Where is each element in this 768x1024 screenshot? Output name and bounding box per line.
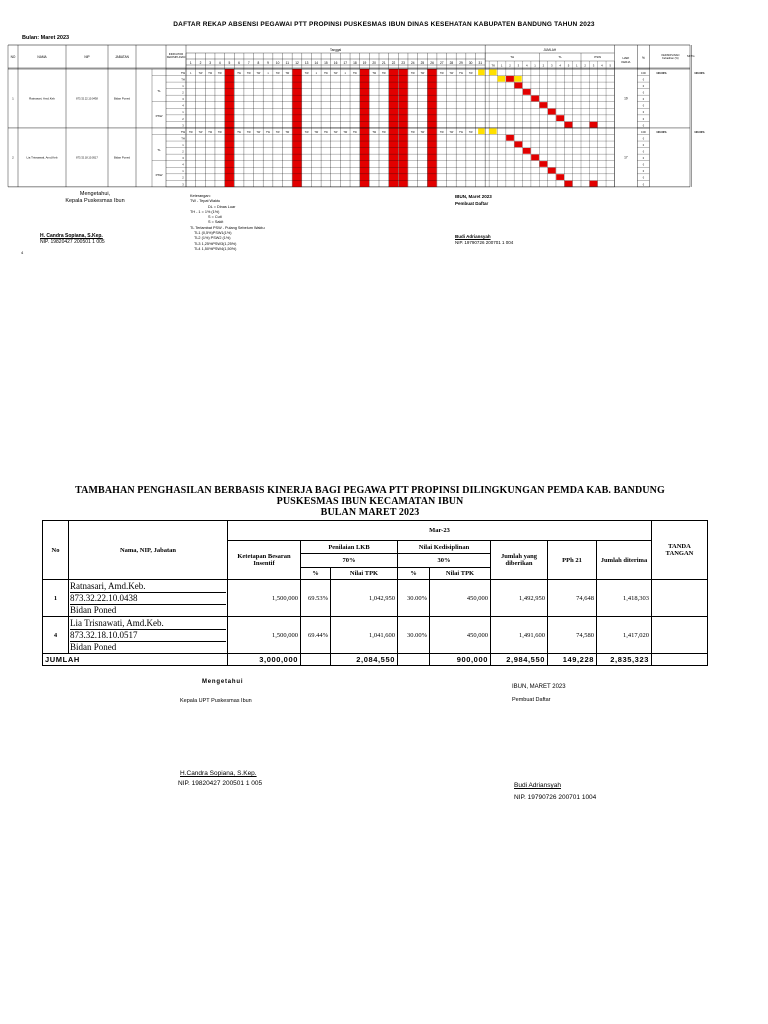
att-tw-code: TW (285, 71, 290, 75)
att-row-code: 1 (182, 85, 184, 89)
lkb-row2-ketetapan: 1,500,000 (228, 617, 301, 654)
rekap-month: Bulan: Maret 2023 (22, 35, 70, 41)
att-row-code: 3 (182, 157, 184, 161)
att-tw-code: TW (246, 71, 251, 75)
lkb-h-pct-1: % (301, 568, 331, 580)
summary-yellow (489, 69, 497, 75)
keterangan-line: TW - Tepat Waktu (190, 199, 221, 204)
att-row-value: 0 (642, 183, 645, 187)
lkb-total-row (43, 654, 708, 666)
att-tw-code: TW (304, 130, 309, 134)
att-tw-code: 1 (190, 71, 192, 75)
lkb-total-label: JUMLAH (43, 654, 228, 666)
att-row-code: 1 (182, 143, 184, 147)
lkb-row1-name-block (69, 580, 228, 617)
summary-red (548, 168, 556, 174)
keterangan-line: S = Cuti (208, 215, 222, 220)
summary-yellow (498, 76, 506, 82)
summary-red (515, 83, 523, 89)
att-h-jabatan: JABATAN (115, 55, 129, 59)
att-h-indikator-2: KEDISIPLINAN (166, 56, 186, 59)
att-tw-code: TW (266, 130, 270, 134)
lkb-h-pph: PPh 21 (548, 541, 597, 580)
att-day-label: 5 (228, 61, 231, 65)
lkb-row2-jabatan: Bidan Poned (70, 641, 117, 652)
rekap-sig-right-nip: NIP. 19790726 200701 1 004 (455, 240, 514, 245)
lkb-h-pct-2: % (398, 568, 430, 580)
att-h-jumlah: JUMLAH (543, 48, 557, 52)
attendance-grid (8, 45, 705, 188)
att-row-code: 1 (182, 170, 184, 174)
att-tw-code: TW (217, 71, 222, 75)
att-tw-code: TW (439, 71, 444, 75)
summary-red (523, 89, 531, 95)
att-row-value: 0 (642, 117, 645, 121)
att-day-label: 25 (420, 61, 425, 65)
att-day-label: 6 (238, 61, 240, 65)
att-tw-code: TW (343, 130, 348, 134)
lkb-h-ketetapan: Ketetapan Besaran Insentif (228, 541, 301, 580)
att-h-tanggal: Tanggal (329, 48, 342, 52)
lkb-row1-dis-tpk: 450,000 (430, 580, 491, 617)
att-row-value: 0 (642, 170, 645, 174)
att-row-value: 0 (642, 157, 645, 161)
keterangan-line: TL4 1,50%PSW4(1,50%) (194, 246, 237, 251)
summary-yellow (489, 128, 497, 134)
lkb-row1-diterima: 1,418,303 (597, 580, 652, 617)
lkb-h-no: No (43, 521, 69, 580)
lkb-total-lkb-tpk: 2,084,550 (331, 654, 398, 666)
lkb-total-pph: 149,228 (548, 654, 597, 666)
summary-yellow (514, 76, 522, 82)
att-tw-code: TW (237, 71, 241, 75)
att-group-psw: PSW (155, 172, 163, 177)
att-day-label: 12 (295, 61, 299, 65)
att-emp-kehadiran: 100.00% (694, 130, 705, 134)
att-tw-code: TW (275, 71, 280, 75)
att-row-value: 0.00 (640, 130, 646, 134)
att-emp-hari-kerja: 17 (624, 155, 628, 160)
att-tw-code: TW (314, 130, 319, 134)
lkb-row1-ketetapan: 1,500,000 (228, 580, 301, 617)
keterangan-line: TL3 1,25%PSW3(1,25%) (194, 241, 237, 246)
lkb-row2-jumlah: 1,491,600 (491, 617, 548, 654)
att-tw-code: 1 (315, 71, 317, 75)
lkb-total-ketetapan: 3,000,000 (228, 654, 301, 666)
att-h-skk: SKTG (686, 54, 695, 58)
att-row-code: TW (180, 130, 186, 134)
rekap-sig-right-name-block (455, 234, 513, 246)
att-emp-pct: 100.00% (656, 130, 667, 134)
att-sum-sub: 2 (509, 63, 511, 68)
lkb-title-line1: TAMBAHAN PENGHASILAN BERBASIS KINERJA BAGI PEGAWA PTT PROPINSI DILINGKUNGAN PEMDA KAB. BANDUNG (75, 485, 665, 496)
rekap-sig-right-line1: IBUN, Maret 2023 (455, 194, 492, 199)
lkb-row2-lkb-pct: 69.44% (301, 617, 331, 654)
lkb-row1-dis-pct: 30.00% (398, 580, 430, 617)
summary-red (531, 155, 539, 161)
att-day-label: 19 (362, 61, 367, 65)
att-day-label: 23 (401, 61, 405, 65)
table-row (43, 617, 708, 654)
att-tw-code: TW (217, 130, 222, 134)
att-tw-code: TW (468, 130, 473, 134)
att-day-label: 8 (257, 61, 260, 65)
lkb-row1-nama: Ratnasari, Amd.Keb. (70, 581, 226, 593)
summary-red (531, 96, 539, 102)
lkb-row2-nama: Lia Trisnawati, Amd.Keb. (70, 618, 226, 630)
att-row-code: 2 (182, 150, 184, 154)
att-row-code: 1 (182, 111, 184, 115)
att-h-kerja: KERJA (621, 60, 631, 64)
lkb-h-tpk-1: Nilai TPK (331, 568, 398, 580)
att-day-label: 1 (189, 61, 192, 65)
att-sum-h-psw: PSW (594, 55, 602, 59)
att-day-label: 14 (314, 61, 319, 65)
keterangan-line: TL2 (1%) PSW2 (1%) (194, 236, 231, 241)
att-day-label: 7 (247, 61, 250, 65)
att-emp-nip: 873.32.22.10.0438 (76, 97, 98, 101)
att-sum-sub: 1 (576, 63, 578, 68)
summary-red (565, 122, 573, 128)
att-tw-code: TW (410, 130, 415, 134)
att-sum-h-tl: TL (558, 55, 562, 59)
att-row-value: 0 (642, 143, 645, 147)
lkb-row2-diterima: 1,417,020 (597, 617, 652, 654)
att-tw-code: TW (449, 71, 454, 75)
att-emp-kehadiran: 100.00% (694, 71, 705, 75)
att-day-label: 11 (285, 61, 289, 65)
att-row-code: 4 (182, 104, 184, 108)
att-day-label: 2 (199, 61, 202, 65)
att-sum-sub: 1 (534, 63, 536, 68)
att-tw-code: TW (333, 130, 338, 134)
att-sum-sub: 3 (592, 63, 595, 68)
att-row-value: 0 (642, 176, 645, 180)
att-row-code: TW (180, 71, 186, 75)
lkb-row1-ttd[interactable] (652, 580, 708, 617)
att-day-label: 21 (382, 61, 386, 65)
lkb-sig-right-line2: Pembuat Daftar (512, 697, 551, 703)
att-tw-code: TW (324, 130, 328, 134)
summary-red (506, 135, 514, 141)
keterangan-line: TL1 (0,5%)PSW1(1%) (194, 231, 232, 236)
att-row-code: 3 (182, 98, 184, 102)
att-tw-code: TW (459, 71, 463, 75)
att-tw-code: TW (198, 130, 203, 134)
lkb-h-ttd: TANDA TANGAN (652, 521, 708, 580)
lkb-row1-nip: 873.32.22.10.0438 (70, 593, 226, 605)
att-h-kedisiplinan: KEDISIPLINAN (661, 54, 680, 57)
att-tw-code: TW (468, 71, 473, 75)
keterangan-line: Keterangan: (190, 194, 211, 198)
summary-yellow (478, 69, 485, 75)
lkb-table (42, 520, 708, 666)
lkb-row2-dis-pct: 30.00% (398, 617, 430, 654)
att-day-label: 24 (411, 61, 415, 65)
att-sum-sub: 4 (525, 63, 528, 68)
att-day-label: 13 (304, 61, 309, 65)
att-tw-code: TW (324, 71, 328, 75)
att-day-label: 17 (343, 61, 347, 65)
lkb-sig-left-line2: Kepala UPT Puskesmas Ibun (180, 698, 252, 704)
att-tw-code: TW (256, 130, 261, 134)
att-tw-code: TW (208, 71, 212, 75)
att-tw-code: TW (353, 130, 357, 134)
att-sum-sub: 4 (601, 63, 603, 68)
att-row-value: 0 (642, 91, 645, 95)
att-sum-sub: 3 (550, 63, 553, 68)
summary-red (548, 109, 556, 115)
summary-red (515, 141, 523, 147)
att-day-label: 28 (449, 61, 454, 65)
att-tw-code: TW (304, 71, 309, 75)
att-tw-code: 1 (267, 71, 269, 75)
lkb-row2-dis-tpk: 450,000 (430, 617, 491, 654)
summary-yellow (478, 128, 485, 134)
att-tw-code: TW (381, 71, 386, 75)
lkb-row1-no: 1 (43, 580, 69, 617)
lkb-title-line3: BULAN MARET 2023 (320, 507, 420, 518)
lkb-row1-lkb-tpk: 1,042,950 (331, 580, 398, 617)
keterangan-line: S = Sakit (208, 220, 224, 225)
rekap-sig-left-line2: Kepala Puskesmas Ibun (65, 198, 125, 204)
lkb-total-dis-tpk: 900,000 (430, 654, 491, 666)
rekap-title: DAFTAR REKAP ABSENSI PEGAWAI PTT PROPINSI PUSKESMAS IBUN DINAS KESEHATAN KABUPATEN BANDUNG TAHUN 2023 (173, 21, 595, 28)
att-sum-h-th: TH (510, 55, 515, 59)
summary-red (540, 102, 548, 108)
att-h-kehadiran: Kehadiran (%) (662, 57, 679, 60)
att-tw-code: TW (420, 71, 425, 75)
att-row-code: TH (181, 137, 185, 141)
att-row-code: 4 (182, 163, 184, 167)
lkb-h-diterima: Jumlah diterima (597, 541, 652, 580)
lkb-sig-left-name: H.Candra Sopiana, S.Kep. (180, 770, 257, 777)
lkb-total-jumlah: 2,984,550 (491, 654, 548, 666)
att-tw-code: TW (256, 71, 261, 75)
page-footnote: 4 (21, 250, 24, 255)
att-tw-code: TW (285, 130, 290, 134)
lkb-sig-left-line1: Mengetahui (202, 679, 244, 685)
att-day-label: 22 (391, 61, 396, 65)
rekap-sig-left-name-block (40, 233, 105, 245)
att-h-indikator-1: INDIKATOR (168, 53, 184, 56)
att-day-label: 20 (372, 61, 376, 65)
att-row-value: 0 (642, 78, 645, 82)
att-h-no: NO (10, 55, 16, 59)
lkb-sig-right-line1: IBUN, MARET 2023 (512, 684, 566, 690)
rekap-sig-right-line2: Pembuat Daftar (455, 201, 489, 206)
att-tw-code: TW (275, 130, 280, 134)
att-row-value: 0.00 (640, 71, 646, 75)
lkb-title (60, 485, 680, 518)
lkb-row1-jabatan: Bidan Poned (70, 604, 117, 615)
rekap-sig-left-line1: Mengetahui, (79, 191, 111, 197)
att-day-label: 9 (267, 61, 269, 65)
att-emp-pct: 100.00% (656, 71, 667, 75)
att-sum-sub: 5 (567, 63, 570, 68)
lkb-sig-right-name: Budi Adriansyah (514, 782, 561, 789)
summary-red (556, 115, 564, 121)
att-sum-sub: 3 (517, 63, 520, 68)
att-row-code: 2 (182, 117, 184, 121)
lkb-row2-nip: 873.32.18.10.0517 (70, 630, 226, 642)
att-emp-jabatan: Bidan Poned (113, 155, 131, 160)
att-emp-nama: Lia Trisnawati, Amd.Keb (26, 155, 58, 160)
att-emp-no: 2 (12, 155, 14, 160)
lkb-h-penilaian: Penilaian LKB (301, 541, 398, 554)
lkb-title-line2: PUSKESMAS IBUN KECAMATAN IBUN (276, 496, 464, 507)
att-group-psw: PSW (155, 113, 163, 118)
att-sum-sub: TK (491, 63, 496, 68)
att-row-value: 0 (642, 111, 645, 115)
att-tw-code: TW (381, 130, 386, 134)
summary-red (590, 122, 598, 128)
att-row-code: 2 (182, 176, 184, 180)
att-row-code: 3 (182, 124, 184, 128)
summary-red (590, 181, 598, 187)
att-day-label: 29 (459, 61, 463, 65)
att-sum-sub: 2 (542, 63, 545, 68)
att-row-value: 0 (642, 85, 645, 89)
att-h-hari: HARI (622, 56, 630, 60)
keterangan-line: TH - 1 = 1% (1%) (190, 209, 220, 214)
att-sum-sub: 5 (609, 63, 612, 68)
summary-red (523, 148, 531, 154)
lkb-row2-no: 4 (43, 617, 69, 654)
lkb-h-period: Mar-23 (228, 521, 652, 541)
lkb-h-penilaian-pct: 70% (301, 554, 398, 568)
att-emp-nip: 873.32.18.10.0517 (76, 156, 98, 160)
att-row-value: 0 (642, 163, 645, 167)
lkb-h-kedisiplinan-pct: 30% (398, 554, 491, 568)
att-row-value: 0 (642, 98, 645, 102)
att-tw-code: TW (372, 130, 377, 134)
att-emp-nama: Ratnasari, Amd.Keb (29, 96, 55, 101)
att-group-tl: TL (157, 88, 161, 93)
att-day-label: 26 (430, 61, 434, 65)
summary-red (565, 181, 573, 187)
keterangan-legend (190, 194, 330, 252)
summary-red (556, 174, 564, 180)
att-row-value: 0 (642, 137, 645, 141)
att-sum-sub: 4 (559, 63, 561, 68)
att-row-value: 0 (642, 124, 645, 128)
keterangan-line: TL Terlambat PSW - Pulang Sebelum Waktu (190, 225, 265, 230)
att-tw-code: TW (246, 130, 251, 134)
lkb-h-nama: Nama, NIP, Jabatan (69, 521, 228, 580)
att-tw-code: TW (198, 71, 203, 75)
att-row-code: TH (181, 78, 185, 82)
lkb-total-diterima: 2,835,323 (597, 654, 652, 666)
att-day-label: 15 (324, 61, 328, 65)
lkb-row2-lkb-tpk: 1,041,600 (331, 617, 398, 654)
lkb-h-tpk-2: Nilai TPK (430, 568, 491, 580)
att-emp-no: 1 (12, 96, 14, 101)
rekap-sig-right (455, 193, 492, 207)
att-emp-hari-kerja: 19 (624, 96, 628, 101)
lkb-h-jumlah: Jumlah yang diberikan (491, 541, 548, 580)
lkb-row1-lkb-pct: 69.53% (301, 580, 331, 617)
att-row-value: 0 (642, 150, 645, 154)
att-day-label: 31 (478, 61, 483, 65)
att-h-nip: NIP (84, 55, 90, 59)
att-tw-code: TW (237, 130, 241, 134)
att-day-label: 4 (218, 61, 221, 65)
rekap-sig-left-name: H. Candra Sopiana, S.Kep. (40, 233, 103, 239)
att-tw-code: TW (410, 71, 415, 75)
att-row-value: 0 (642, 104, 645, 108)
keterangan-line: DL = Dinas Luar (208, 204, 236, 209)
att-tw-code: TW (208, 130, 212, 134)
att-tw-code: TW (188, 130, 193, 134)
lkb-row2-ttd[interactable] (652, 617, 708, 654)
att-tw-code: 1 (344, 71, 346, 75)
lkb-row2-pph: 74,580 (548, 617, 597, 654)
lkb-row2-name-block (69, 617, 228, 654)
att-emp-jabatan: Bidan Poned (113, 96, 131, 101)
att-sum-sub: 2 (584, 63, 586, 68)
summary-red (506, 76, 514, 82)
att-day-label: 3 (209, 61, 212, 65)
att-tw-code: TW (372, 71, 377, 75)
summary-red (540, 161, 548, 167)
lkb-sig-right-nip: NIP. 19790726 200701 1004 (514, 794, 597, 801)
att-day-label: 10 (275, 61, 280, 65)
att-tw-code: TW (353, 71, 357, 75)
lkb-sig-left-nip: NIP. 19820427 200501 1 005 (178, 780, 263, 787)
att-day-label: 16 (333, 61, 338, 65)
att-row-code: 2 (182, 91, 184, 95)
rekap-sig-left-nip: NIP. 19820427 200501 1 005 (40, 239, 105, 245)
lkb-row1-pph: 74,648 (548, 580, 597, 617)
rekap-sig-left (50, 191, 140, 205)
att-tw-code: TW (439, 130, 444, 134)
att-tw-code: TW (449, 130, 454, 134)
att-row-code: 3 (182, 183, 184, 187)
att-h-nama: NAMA (37, 55, 47, 59)
att-day-label: 30 (468, 61, 473, 65)
att-day-label: 18 (353, 61, 357, 65)
table-row (43, 580, 708, 617)
att-sum-sub: 1 (500, 63, 503, 68)
att-group-tl: TL (157, 147, 161, 152)
lkb-h-kedisiplinan: Nilai Kedisiplinan (398, 541, 491, 554)
att-tw-code: TW (333, 71, 338, 75)
att-tw-code: TW (420, 130, 425, 134)
att-tw-code: TW (459, 130, 463, 134)
att-h-pct: % (641, 56, 645, 60)
att-day-label: 27 (439, 61, 444, 65)
lkb-row1-jumlah: 1,492,950 (491, 580, 548, 617)
rekap-sig-right-name: Budi Adriansyah (455, 234, 491, 239)
